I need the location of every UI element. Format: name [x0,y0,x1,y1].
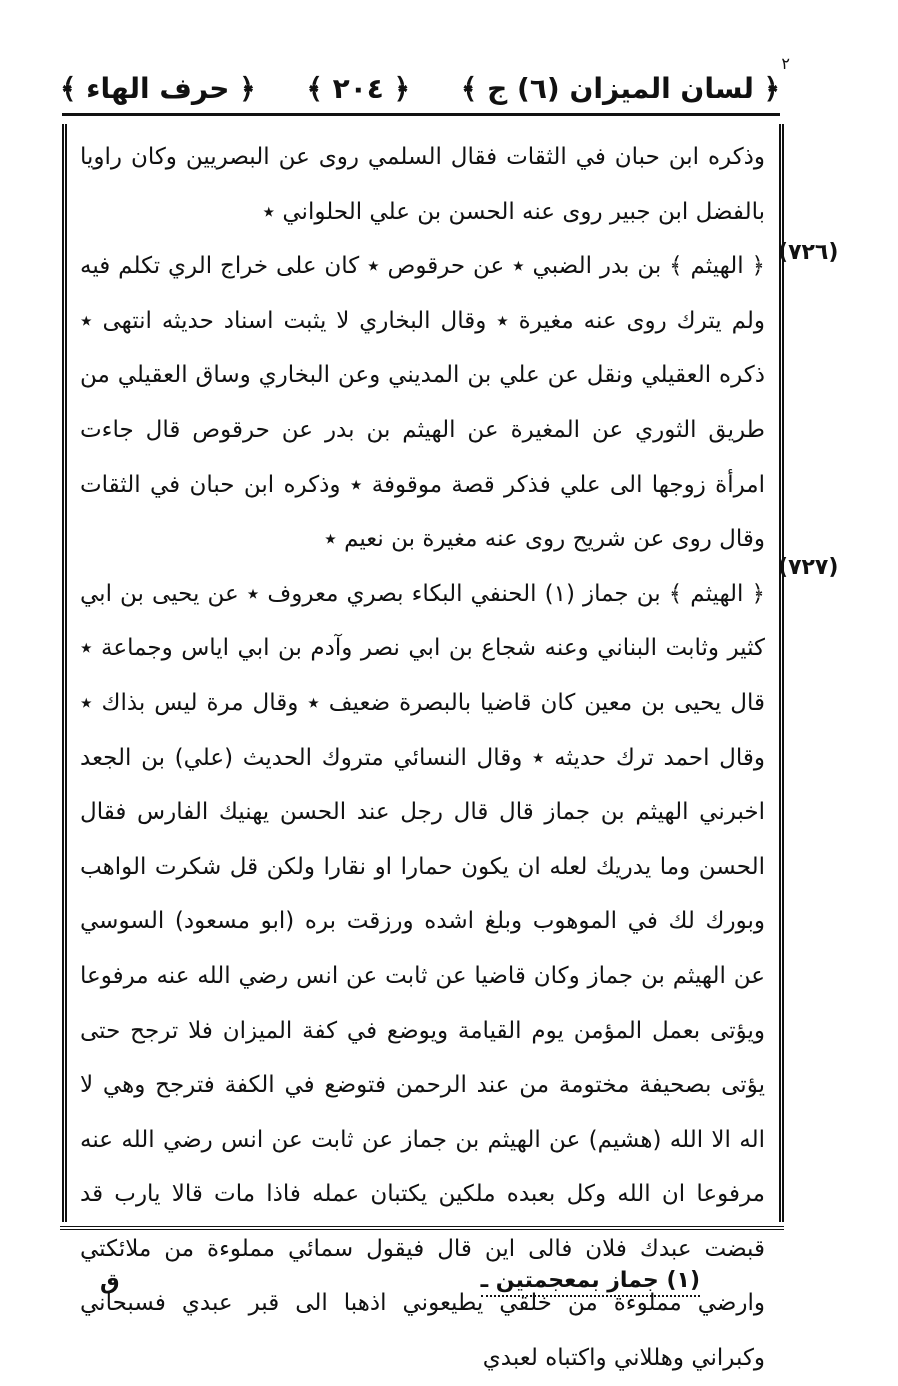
header-rule [62,113,780,116]
signature-mark: ق [100,1269,120,1295]
footer-rule [60,1226,784,1230]
corner-mark: ٢ [781,54,790,73]
entry-number-727: (٧٢٧) [778,555,839,580]
chapter-title: ﴿ حرف الهاء ﴾ [60,71,256,105]
page-number: ﴿ ٢٠٤ ﴾ [306,71,411,105]
book-title: ﴿ لسان الميزان (٦) ج ﴾ [460,71,780,105]
paragraph-entry-726: ﴿ الهيثم ﴾ بن بدر الضبي ٭ عن حرقوص ٭ كان على خراج الري تكلم فيه ولم يترك روى عنه مغيرة ٭ وقال البخاري لا يثبت اسناد حديثه انتهى ٭ ذكره العقيلي ونقل عن علي بن المديني وعن البخاري وساق العقيلي من طريق الثوري عن المغيرة عن الهيثم بن بدر عن حرقوص قال جاءت امرأة زوجها الى علي فذكر قصة موقوفة ٭ وذكره ابن حبان في الثقات وقال روى عن شريح روى عنه مغيرة بن نعيم ٭ [80,253,765,553]
paragraph-continuation: وذكره ابن حبان في الثقات فقال السلمي روى عن البصريين وكان راويا بالفضل ابن جبير روى عنه الحسن بن علي الحلواني ٭ [80,144,765,225]
page-header [60,54,790,114]
footnote: (١) جماز بمعجمتين ـ [481,1268,700,1297]
entry-number-726: (٧٢٦) [778,240,839,265]
paragraph-entry-727: ﴿ الهيثم ﴾ بن جماز (١) الحنفي البكاء بصري معروف ٭ عن يحيى بن ابي كثير وثابت البناني وعنه شجاع بن ابي نصر وآدم بن ابي اياس وجماعة ٭ قال يحيى بن معين كان قاضيا بالبصرة ضعيف ٭ وقال مرة ليس بذاك ٭ وقال احمد ترك حديثه ٭ وقال النسائي متروك الحديث (علي) بن الجعد اخبرني الهيثم بن جماز قال قال رجل عند الحسن يهنيك الفارس فقال الحسن وما يدريك لعله ان يكون حمارا او نقارا ولكن قل شكرت الواهب وبورك لك في الموهوب وبلغ اشده ورزقت بره (ابو مسعود) السوسي عن الهيثم بن جماز وكان قاضيا عن ثابت عن انس رضي الله عنه مرفوعا ويؤتى بعمل المؤمن يوم القيامة ويوضع في كفة الميزان فلا ترجح حتى يؤتى بصحيفة مختومة من عند الرحمن فتوضع في الكفة فترجح وهي لا اله الا الله (هشيم) عن الهيثم بن جماز عن ثابت عن انس رضي الله عنه مرفوعا ان الله وكل بعبده ملكين يكتبان عمله فاذا مات قالا يارب قد قبضت عبدك فلان فالى اين قال فيقول سمائي مملوءة من ملائكتي وارضي مملوءة من خلقي يطيعوني اذهبا الى قبر عبدي فسبحاني وكبراني وهللاني واكتباه لعبدي [80,580,765,1372]
page-footer [100,1262,700,1302]
